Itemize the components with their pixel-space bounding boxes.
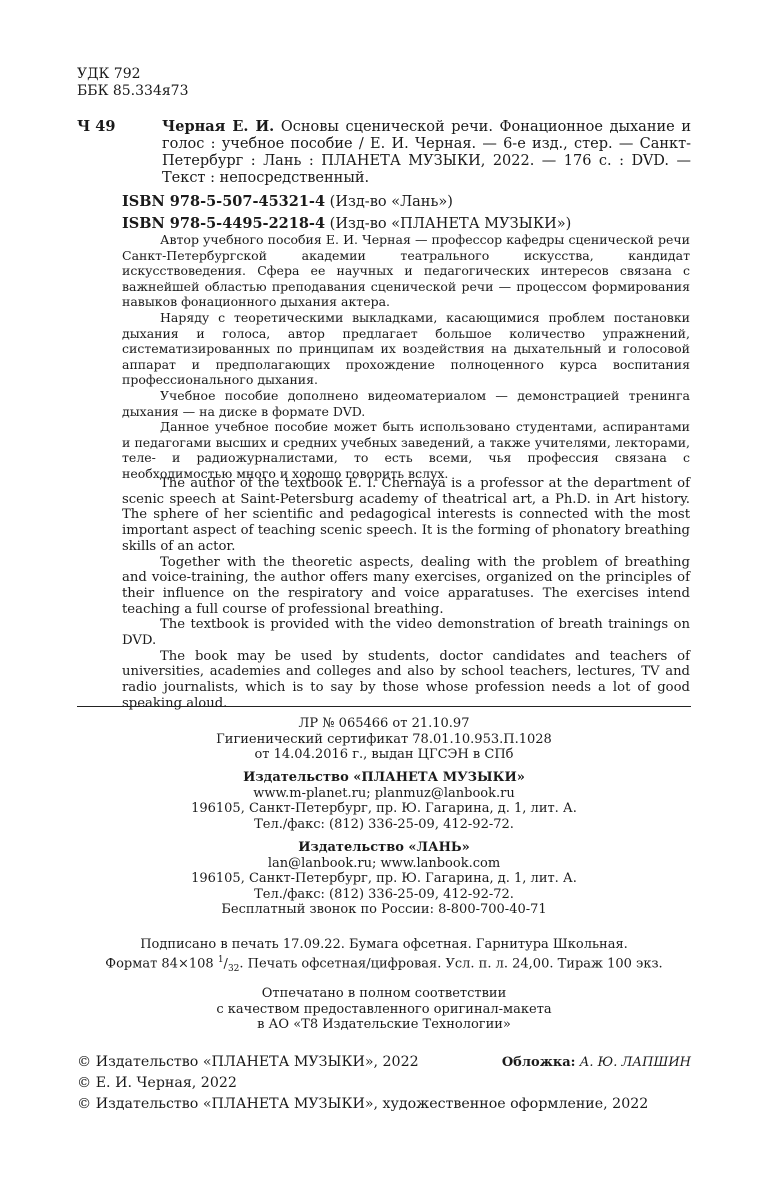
- isbn-publisher: (Изд-во «ПЛАНЕТА МУЗЫКИ»): [325, 216, 572, 232]
- annotation-paragraph: Автор учебного пособия Е. И. Черная — профессор кафедры сценической речи Санкт-Петербургской академии театрального искусства, кандидат искусствоведения. Сфера ее научных и педагогических интересов связана с важнейшей областью преподавания сценической речи — процессом формирования навыков фонационного дыхания актера.: [122, 232, 690, 310]
- publisher-phone: Тел./факс: (812) 336-25-09, 412-92-72.: [254, 886, 514, 902]
- print-details: [77, 937, 691, 977]
- bibliographic-entry: [162, 118, 691, 187]
- divider: [77, 706, 691, 707]
- annotation-english: [122, 476, 690, 712]
- isbn-number: ISBN 978-5-507-45321-4: [122, 193, 326, 210]
- bbk-code: ББК 85.334я73: [77, 83, 189, 99]
- fraction-numerator: 1: [217, 954, 224, 965]
- bibliographic-record: [77, 118, 691, 235]
- format-text: . Печать офсетная/цифровая. Усл. п. л. 24,00. Тираж 100 экз.: [239, 955, 663, 971]
- cover-label: Обложка:: [501, 1055, 576, 1070]
- license-line: от 14.04.2016 г., выдан ЦГСЭН в СПб: [254, 747, 514, 762]
- fraction-slash: /: [223, 955, 228, 971]
- publisher-phone: Тел./факс: (812) 336-25-09, 412-92-72.: [254, 816, 514, 832]
- annotation-paragraph: Учебное пособие дополнено видеоматериалом — демонстрацией тренинга дыхания — на диске в формате DVD.: [122, 387, 690, 419]
- udk-code: УДК 792: [77, 66, 141, 82]
- entry-text: Основы сценической речи. Фонационное дыхание и голос : учебное пособие / Е. И. Черная. — 6-е изд., стер. — Санкт-Петербург : Лань : ПЛАНЕТА МУЗЫКИ, 2022. — 176 с. : DVD. — Текст : непосредственный.: [162, 119, 691, 186]
- print-line: Подписано в печать 17.09.22. Бумага офсетная. Гарнитура Школьная.: [140, 937, 628, 952]
- publisher-hotline: Бесплатный звонок по России: 8-800-700-40-71: [221, 902, 547, 917]
- annotation-paragraph: Наряду с теоретическими выкладками, касающимися проблем постановки дыхания и голоса, автор предлагает большое количество упражнений, систематизированных по принципам их воздействия на дыхательный и голосовой аппарат и предполагающих прохождение полноценного курса воспитания профессионального дыхания.: [122, 309, 690, 388]
- copyright-line: © Е. И. Черная, 2022: [77, 1075, 237, 1091]
- cover-credit: [502, 1052, 691, 1073]
- printed-line: Отпечатано в полном соответствии: [261, 986, 507, 1001]
- isbn-number: ISBN 978-5-4495-2218-4: [122, 215, 326, 232]
- publisher-address: 196105, Санкт-Петербург, пр. Ю. Гагарина, д. 1, лит. А.: [191, 871, 577, 886]
- license-info: [77, 716, 691, 763]
- format-text: Формат 84×108: [105, 955, 218, 971]
- printing-house: [77, 986, 691, 1033]
- printed-line: с качеством предоставленного оригинал-макета: [216, 1001, 552, 1017]
- publisher-contact: www.m-planet.ru; planmuz@lanbook.ru: [253, 785, 515, 801]
- publisher-name: Издательство «ЛАНЬ»: [298, 840, 470, 855]
- publisher-address: 196105, Санкт-Петербург, пр. Ю. Гагарина, д. 1, лит. А.: [191, 801, 577, 816]
- annotation-paragraph: The book may be used by students, doctor candidates and teachers of universities, academies and colleges and also by school teachers, lectures, TV and radio journalists, which is to say by those whose profession needs a lot of good speaking aloud.: [122, 648, 690, 711]
- isbn-line: [122, 191, 691, 213]
- license-line: Гигиенический сертификат 78.01.10.953.П.1028: [216, 731, 552, 747]
- format-line: [77, 953, 691, 977]
- annotation-paragraph: Данное учебное пособие может быть использовано студентами, аспирантами и педагогами высших и средних учебных заведений, а также учителями, лекторами, теле- и радиожурналистами, то есть всеми, чья профессия связана с необходимостью много и хорошо говорить вслух.: [122, 419, 690, 481]
- classification-codes: [77, 66, 189, 100]
- annotation-paragraph: The author of the textbook E. I. Chernaya is a professor at the department of scenic speech at Saint-Petersburg academy of theatrical art, a Ph.D. in Art history. The sphere of her scientific and pedagogical interests is connected with the most important aspect of teaching scenic speech. It is the forming of phonatory breathing skills of an actor.: [122, 476, 690, 554]
- printed-line: в АО «Т8 Издательские Технологии»: [257, 1017, 511, 1032]
- publisher-planeta: [77, 770, 691, 832]
- copyright-line: © Издательство «ПЛАНЕТА МУЗЫКИ», художественное оформление, 2022: [77, 1096, 649, 1112]
- license-line: ЛР № 065466 от 21.10.97: [298, 716, 470, 731]
- annotation-paragraph: The textbook is provided with the video demonstration of breath trainings on DVD.: [122, 617, 690, 649]
- publisher-name: Издательство «ПЛАНЕТА МУЗЫКИ»: [243, 770, 525, 785]
- entry-author: Черная Е. И.: [162, 118, 275, 135]
- isbn-block: [122, 191, 691, 235]
- copyright-line: © Издательство «ПЛАНЕТА МУЗЫКИ», 2022: [77, 1054, 419, 1070]
- isbn-publisher: (Изд-во «Лань»): [325, 194, 453, 210]
- annotation-russian: [122, 232, 690, 482]
- cover-artist: А. Ю. ЛАПШИН: [575, 1055, 691, 1070]
- annotation-paragraph: Together with the theoretic aspects, dealing with the problem of breathing and voice-training, the author offers many exercises, organized on the principles of their influence on the respiratory and voice apparatuses. The exercises intend teaching a full course of professional breathing.: [122, 554, 690, 617]
- copyright-block: [77, 1052, 691, 1115]
- publisher-contact: lan@lanbook.ru; www.lanbook.com: [267, 855, 501, 871]
- publisher-lan: [77, 840, 691, 918]
- author-code: Ч 49: [77, 118, 116, 135]
- fraction-denominator: 32: [227, 963, 240, 974]
